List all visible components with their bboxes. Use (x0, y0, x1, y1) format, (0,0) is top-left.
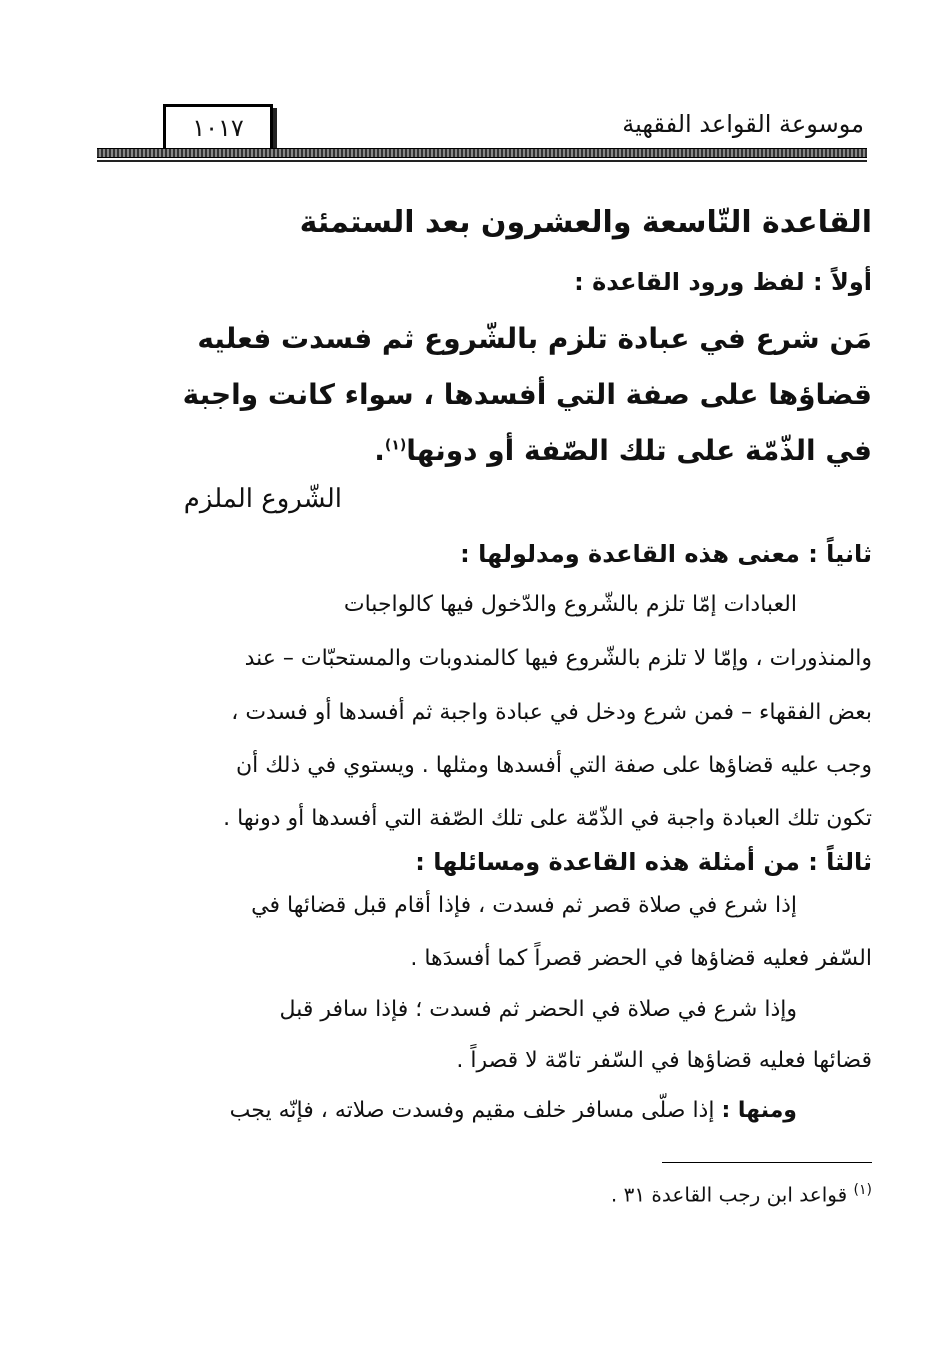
section3-heading: ثالثاً : من أمثلة هذه القاعدة ومسائلها : (415, 848, 872, 876)
section2-heading: ثانياً : معنى هذه القاعدة ومدلولها : (460, 540, 872, 568)
paragraph-line: السّفر فعليه قضاؤها في الحضر قصراً كما أفسدَها . (410, 946, 872, 971)
paragraph-line: تكون تلك العبادة واجبة في الذّمّة على تلك الصّفة التي أفسدها أو دونها . (223, 806, 872, 831)
book-title: موسوعة القواعد الفقهية (622, 110, 864, 138)
header-divider-thin (97, 160, 867, 162)
footnote (611, 1182, 872, 1207)
paragraph-line: وإذا شرع في صلاة في الحضر ثم فسدت ؛ فإذا سافر قبل (279, 997, 797, 1022)
rule-text-line: مَن شرع في عبادة تلزم بالشّروع ثم فسدت فعليه (197, 322, 872, 355)
paragraph-line: والمنذورات ، وإمّا لا تلزم بالشّروع فيها كالمندوبات والمستحبّات – عند (244, 646, 872, 671)
paragraph-line: وجب عليه قضاؤها على صفة التي أفسدها ومثلها . ويستوي في ذلك أن (236, 753, 872, 778)
rule-text-line: في الذّمّة على تلك الصّفة أو دونها$^{(١)}$. (374, 434, 872, 467)
paragraph-line: قضائها فعليه قضاؤها في السّفر تامّة لا قصراً . (456, 1048, 872, 1073)
paragraph-line: العبادات إمّا تلزم بالشّروع والدّخول فيها كالواجبات (343, 592, 797, 617)
page-number: ١٠١٧ (163, 104, 273, 152)
example-label: ومنها : (721, 1098, 797, 1123)
footnote-text: قواعد ابن رجب القاعدة ٣١ . (610, 1182, 848, 1207)
footnote-divider (662, 1162, 872, 1163)
footnote-marker: (١) (853, 1182, 872, 1198)
footnote-reference: (١) (384, 437, 407, 454)
example-text: إذا صلّى مسافر خلف مقيم وفسدت صلاته ، فإنّه يجب (229, 1098, 715, 1123)
rule-title: القاعدة التّاسعة والعشرون بعد الستمئة (299, 205, 872, 240)
rule-text-line: قضاؤها على صفة التي أفسدها ، سواء كانت واجبة (182, 378, 872, 411)
rule-text-span: في الذّمّة على تلك الصّفة أو دونها (406, 434, 872, 467)
handwritten-note: الشّروع الملزم (183, 484, 342, 514)
paragraph-line: إذا شرع في صلاة قصر ثم فسدت ، فإذا أقام قبل قضائها في (251, 893, 797, 918)
header-divider (97, 148, 867, 158)
section1-heading: أولاً : لفظ ورود القاعدة : (574, 268, 872, 296)
paragraph-line (230, 1098, 797, 1123)
paragraph-line: بعض الفقهاء – فمن شرع ودخل في عبادة واجبة ثم أفسدها أو فسدت ، (231, 700, 872, 725)
